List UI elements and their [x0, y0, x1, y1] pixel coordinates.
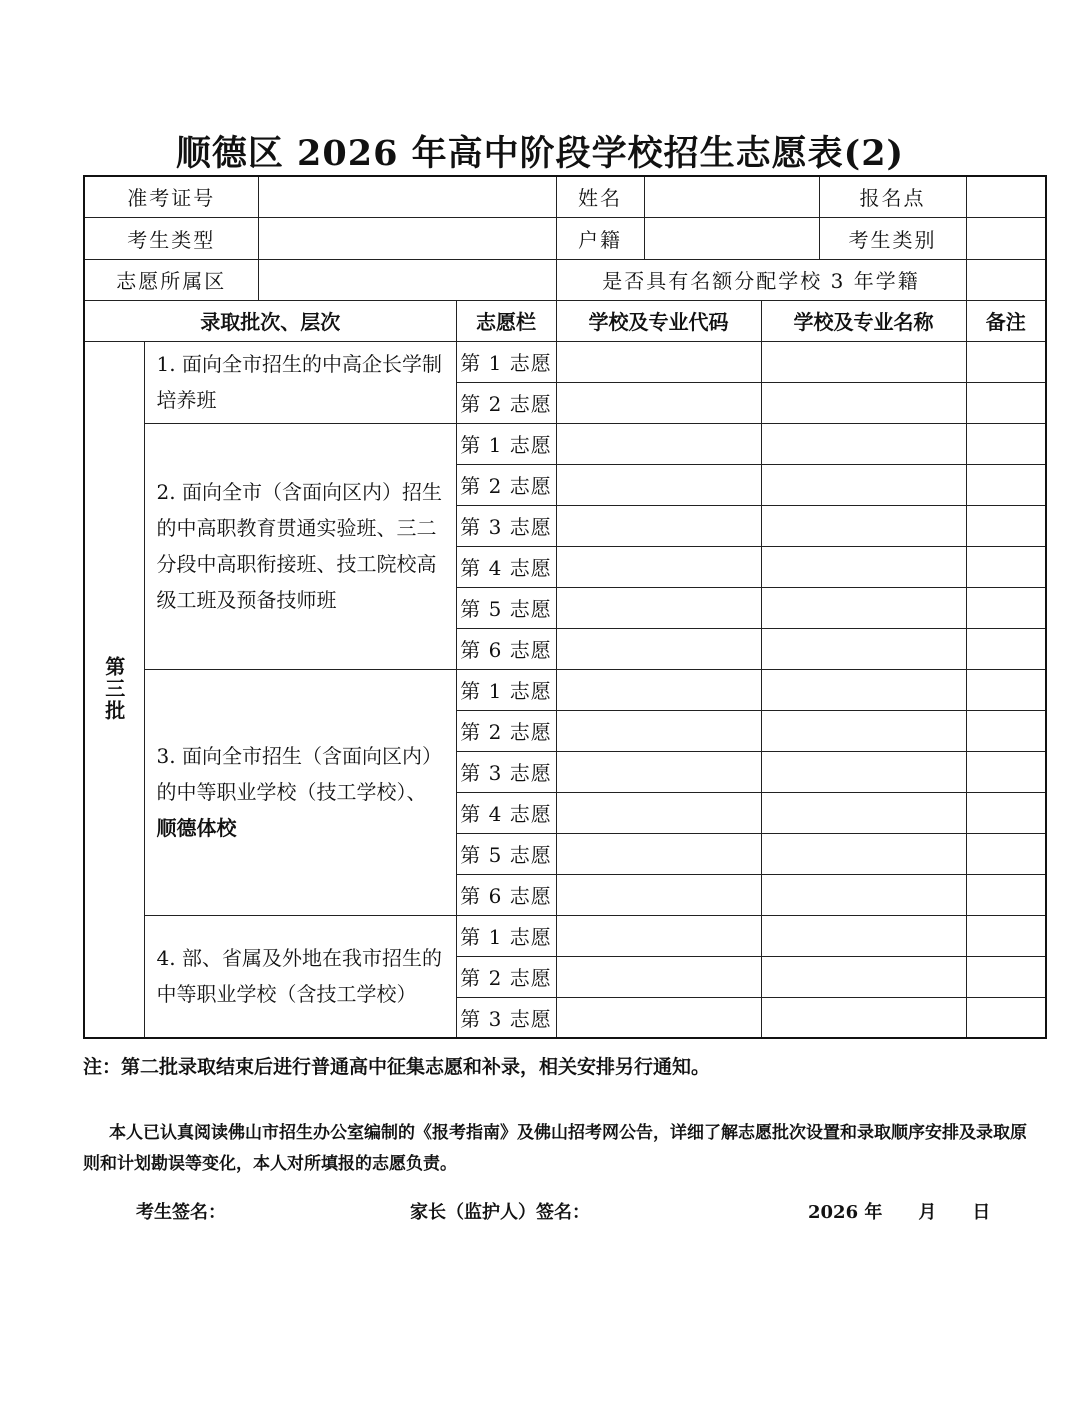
choice-label: 第 1 志愿 [456, 915, 556, 956]
reg-site-label: 报名点 [819, 176, 966, 217]
choice-label: 第 2 志愿 [456, 382, 556, 423]
name-label: 姓名 [556, 176, 644, 217]
code-cell[interactable] [556, 546, 761, 587]
school-name-cell[interactable] [761, 669, 966, 710]
parent-signature-label: 家长（监护人）签名： [410, 1202, 590, 1223]
declaration-text: 本人已认真阅读佛山市招生办公室编制的《报考指南》及佛山招考网公告，详细了解志愿批次设置和录取顺序安排及录取原则和计划勘误等变化，本人对所填报的志愿负责。 [83, 1123, 1027, 1174]
remark-cell[interactable] [966, 546, 1046, 587]
choice-label: 第 3 志愿 [456, 505, 556, 546]
code-cell[interactable] [556, 505, 761, 546]
school-name-cell[interactable] [761, 792, 966, 833]
school-name-cell[interactable] [761, 382, 966, 423]
school-name-cell[interactable] [761, 874, 966, 915]
exam-no-field[interactable] [258, 176, 556, 217]
code-cell[interactable] [556, 710, 761, 751]
school-name-cell[interactable] [761, 546, 966, 587]
remark-cell[interactable] [966, 956, 1046, 997]
choice-label: 第 4 志愿 [456, 792, 556, 833]
school-name-cell[interactable] [761, 997, 966, 1038]
code-cell[interactable] [556, 915, 761, 956]
quota-question-label: 是否具有名额分配学校 3 年学籍 [556, 259, 966, 300]
choice-column-header: 志愿栏 [456, 300, 556, 341]
code-cell[interactable] [556, 587, 761, 628]
choice-label: 第 6 志愿 [456, 628, 556, 669]
exam-no-label: 准考证号 [84, 176, 258, 217]
code-cell[interactable] [556, 833, 761, 874]
quota-answer-field[interactable] [966, 259, 1046, 300]
remark-cell[interactable] [966, 669, 1046, 710]
school-name-header: 学校及专业名称 [761, 300, 966, 341]
remark-cell[interactable] [966, 997, 1046, 1038]
name-field[interactable] [644, 176, 819, 217]
reg-site-field[interactable] [966, 176, 1046, 217]
date-label: 2026 年 月 日 [808, 1202, 991, 1223]
remark-cell[interactable] [966, 587, 1046, 628]
school-name-cell[interactable] [761, 710, 966, 751]
batch-level-header: 录取批次、层次 [84, 300, 456, 341]
remark-cell[interactable] [966, 751, 1046, 792]
category-2-label: 2. 面向全市（含面向区内）招生的中高职教育贯通实验班、三二分段中高职衔接班、技工院校高级工班及预备技师班 [144, 423, 456, 669]
choice-label: 第 2 志愿 [456, 956, 556, 997]
district-label: 志愿所属区 [84, 259, 258, 300]
school-name-cell[interactable] [761, 341, 966, 382]
choice-label: 第 3 志愿 [456, 751, 556, 792]
student-type-label: 考生类型 [84, 217, 258, 259]
remark-cell[interactable] [966, 505, 1046, 546]
code-cell[interactable] [556, 997, 761, 1038]
form-note: 注：第二批录取结束后进行普通高中征集志愿和补录，相关安排另行通知。 [83, 1056, 711, 1078]
student-category-label: 考生类别 [819, 217, 966, 259]
student-category-field[interactable] [966, 217, 1046, 259]
remark-header: 备注 [966, 300, 1046, 341]
code-cell[interactable] [556, 751, 761, 792]
remark-cell[interactable] [966, 341, 1046, 382]
code-cell[interactable] [556, 956, 761, 997]
remark-cell[interactable] [966, 628, 1046, 669]
school-name-cell[interactable] [761, 833, 966, 874]
school-name-cell[interactable] [761, 751, 966, 792]
code-cell[interactable] [556, 792, 761, 833]
school-name-cell[interactable] [761, 956, 966, 997]
choice-label: 第 1 志愿 [456, 669, 556, 710]
household-label: 户籍 [556, 217, 644, 259]
remark-cell[interactable] [966, 833, 1046, 874]
category-1-label: 1. 面向全市招生的中高企长学制培养班 [144, 341, 456, 423]
code-header: 学校及专业代码 [556, 300, 761, 341]
choice-label: 第 1 志愿 [456, 423, 556, 464]
school-name-cell[interactable] [761, 628, 966, 669]
remark-cell[interactable] [966, 382, 1046, 423]
application-form-table [83, 175, 1047, 1039]
school-name-cell[interactable] [761, 464, 966, 505]
choice-label: 第 1 志愿 [456, 341, 556, 382]
household-field[interactable] [644, 217, 819, 259]
choice-label: 第 2 志愿 [456, 710, 556, 751]
school-name-cell[interactable] [761, 915, 966, 956]
remark-cell[interactable] [966, 464, 1046, 505]
school-name-cell[interactable] [761, 587, 966, 628]
choice-label: 第 5 志愿 [456, 587, 556, 628]
student-signature-label: 考生签名： [136, 1202, 226, 1223]
batch-label: 第三批 [84, 341, 144, 1038]
student-type-field[interactable] [258, 217, 556, 259]
district-field[interactable] [258, 259, 556, 300]
remark-cell[interactable] [966, 710, 1046, 751]
school-name-cell[interactable] [761, 505, 966, 546]
school-name-cell[interactable] [761, 423, 966, 464]
choice-label: 第 3 志愿 [456, 997, 556, 1038]
code-cell[interactable] [556, 669, 761, 710]
choice-label: 第 6 志愿 [456, 874, 556, 915]
remark-cell[interactable] [966, 874, 1046, 915]
choice-label: 第 4 志愿 [456, 546, 556, 587]
remark-cell[interactable] [966, 423, 1046, 464]
category-4-label: 4. 部、省属及外地在我市招生的中等职业学校（含技工学校） [144, 915, 456, 1038]
code-cell[interactable] [556, 382, 761, 423]
choice-label: 第 5 志愿 [456, 833, 556, 874]
code-cell[interactable] [556, 341, 761, 382]
code-cell[interactable] [556, 423, 761, 464]
remark-cell[interactable] [966, 915, 1046, 956]
remark-cell[interactable] [966, 792, 1046, 833]
form-title: 顺德区 2026 年高中阶段学校招生志愿表(2) [175, 133, 905, 174]
choice-label: 第 2 志愿 [456, 464, 556, 505]
code-cell[interactable] [556, 874, 761, 915]
code-cell[interactable] [556, 628, 761, 669]
code-cell[interactable] [556, 464, 761, 505]
category-3-label: 3. 面向全市招生（含面向区内）的中等职业学校（技工学校）、 顺德体校 [144, 669, 456, 915]
